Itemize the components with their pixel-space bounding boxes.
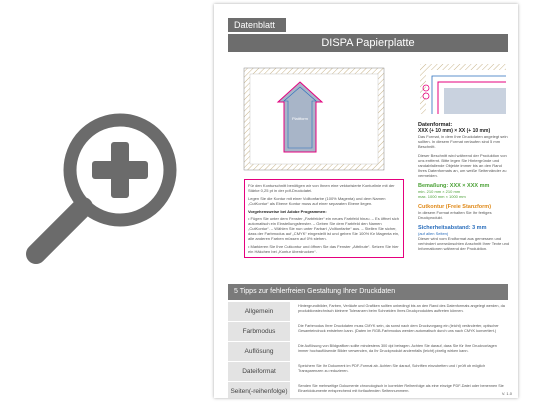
magnifier-plus-icon[interactable] (20, 106, 190, 276)
tip-row (228, 302, 508, 322)
instructions-steps: • Fügen Sie unter dem Fenster „Farbfelder“ ein neues Farbfeld hinzu. – Es öffnet sich automatisch ein Einstellungsfenster. – Geben Sie dem Farbfeld den Namen „CutKontur“. – Wählen Sie nun unter Farbart „Volltonfarbe“ aus. – Stellen Sie sicher, dass der Farbmodus auf „CMYK“ eingestellt ist und geben Sie 100% für Magenta ein, alle anderen Farben müssen auf 0% stehen. (248, 216, 400, 241)
tip-row (228, 322, 508, 342)
format-text: Das Format, in dem Ihre Druckdaten angelegt sein sollten. In diesem Format verlaufen sind 5 mm Beschnitt. (418, 134, 508, 149)
instructions-note: Legen Sie die Kontur mit einer Volltonfarbe (100% Magenta) und dem Namen „CutKontur“ als Ebene Kontur muss auf einer separaten Ebene liegen. (248, 196, 386, 206)
corner-detail (420, 64, 506, 114)
tips-header: 5 Tipps zur fehlerfreien Gestaltung Ihrer Druckdaten (228, 284, 508, 300)
plate-label: Plattform (291, 116, 309, 121)
tip-text: Hintergrundbilder, Farben, Verläufe und Grafiken sollten unbedingt bis an den Rand des Datenformats angelegt werden, da produktionstechnisch kleinere Toleranzen beim Schneiden Ihres Druckproduktes auftreten können. (298, 304, 505, 313)
instructions-final: • Markieren Sie Ihre Cutkontur und öffnen Sie das Fenster „Attribute“. Setzen Sie hier ein Häkchen bei „Kontur überdrucken“. (248, 244, 399, 254)
tip-text: Die Auflösung von Bildgrafiken sollte mindestens 300 dpi betragen. Achten Sie darauf, dass Sie für Ihre Druckvorlagen immer hochauflösende Bilder verwenden, da Ihr Druckprodukt andernfalls (leicht) pixelig wirken kann. (298, 344, 497, 353)
tip-label: Seiten(-reihenfolge) (228, 382, 290, 398)
instructions-block (244, 179, 404, 258)
tip-label: Auflösung (228, 342, 290, 361)
tip-label: Farbmodus (228, 322, 290, 341)
tip-label: Dateiformat (228, 362, 290, 381)
tip-row (228, 362, 508, 382)
tip-text: Speichern Sie Ihr Dokument im PDF-Format ab. Achten Sie darauf, Schriften einzubetten und / prüft ob möglich Transparenzen zu reduzieren. (298, 364, 486, 373)
instructions-intro: Für den Konturschnitt benötigen wir von Ihnen eine vektorisierte Konturlinie mit der Stärke 0,25 pt in der pdf-Druckdatei. (248, 183, 395, 193)
format-heading: Datenformat: (418, 122, 453, 128)
safe-heading: Sicherheitsabstand: 3 mm (418, 225, 487, 231)
tip-text: Die Farbmodus Ihrer Druckdaten muss CMYK sein, da sonst nach dem Druckvorgang ein (leicht) veränderter, optischer Gesamteindruck entstehen kann. (Daten im RGB-Farbmodus werden automatisch durch uns nach CMYK konvertiert.) (298, 324, 499, 333)
size-max: max. 1000 mm × 1000 mm (418, 194, 466, 199)
datasheet-tab: Datenblatt (228, 18, 286, 32)
tip-row (228, 382, 508, 398)
datasheet-page (214, 4, 518, 398)
page-title: DISPA Papierplatte (228, 34, 508, 52)
tip-label: Allgemein (228, 302, 290, 321)
size-heading: Bemaßung: XXX × XXX mm (418, 183, 490, 189)
spec-column (418, 122, 510, 251)
tip-row (228, 342, 508, 362)
safe-text: Dieser wird vom Endformat aus gemessen und verhindert unerwünschten Anschnitt Ihrer Texte und Informationen während der Produktion. (418, 236, 510, 251)
cut-heading: Cutkontur (Freie Stanzform) (418, 204, 492, 210)
bleed-text: Dieser Beschnitt wird während der Produktion von uns entfernt. Bitte legen Sie Hintergründe und randabfallende Objekte immer bis an den Rand Ihres Datenformats an, um weiße Seitenränder zu vermeiden. (418, 153, 507, 178)
version-footer: V. 1.0 (501, 391, 512, 396)
instructions-heading: Vorgehensweise bei Adobe Programmen: (248, 209, 327, 214)
size-min: min. 210 mm × 210 mm (418, 189, 461, 194)
format-value: XXX (+ 10 mm) × XX (+ 10 mm) (418, 128, 491, 134)
safe-sub: (auf allen Seiten) (418, 231, 449, 236)
tip-text: Senden Sie mehrseitige Dokumente chronologisch in korrekter Reihenfolge als eine einzige PDF-Datei oder benennen Sie Einzeldokumente entsprechend mit fortlaufenden Seitennummern. (298, 384, 504, 393)
cut-text: In diesem Format erhalten Sie Ihr fertiges Druckprodukt. (418, 210, 492, 220)
plate-diagram (240, 64, 390, 174)
